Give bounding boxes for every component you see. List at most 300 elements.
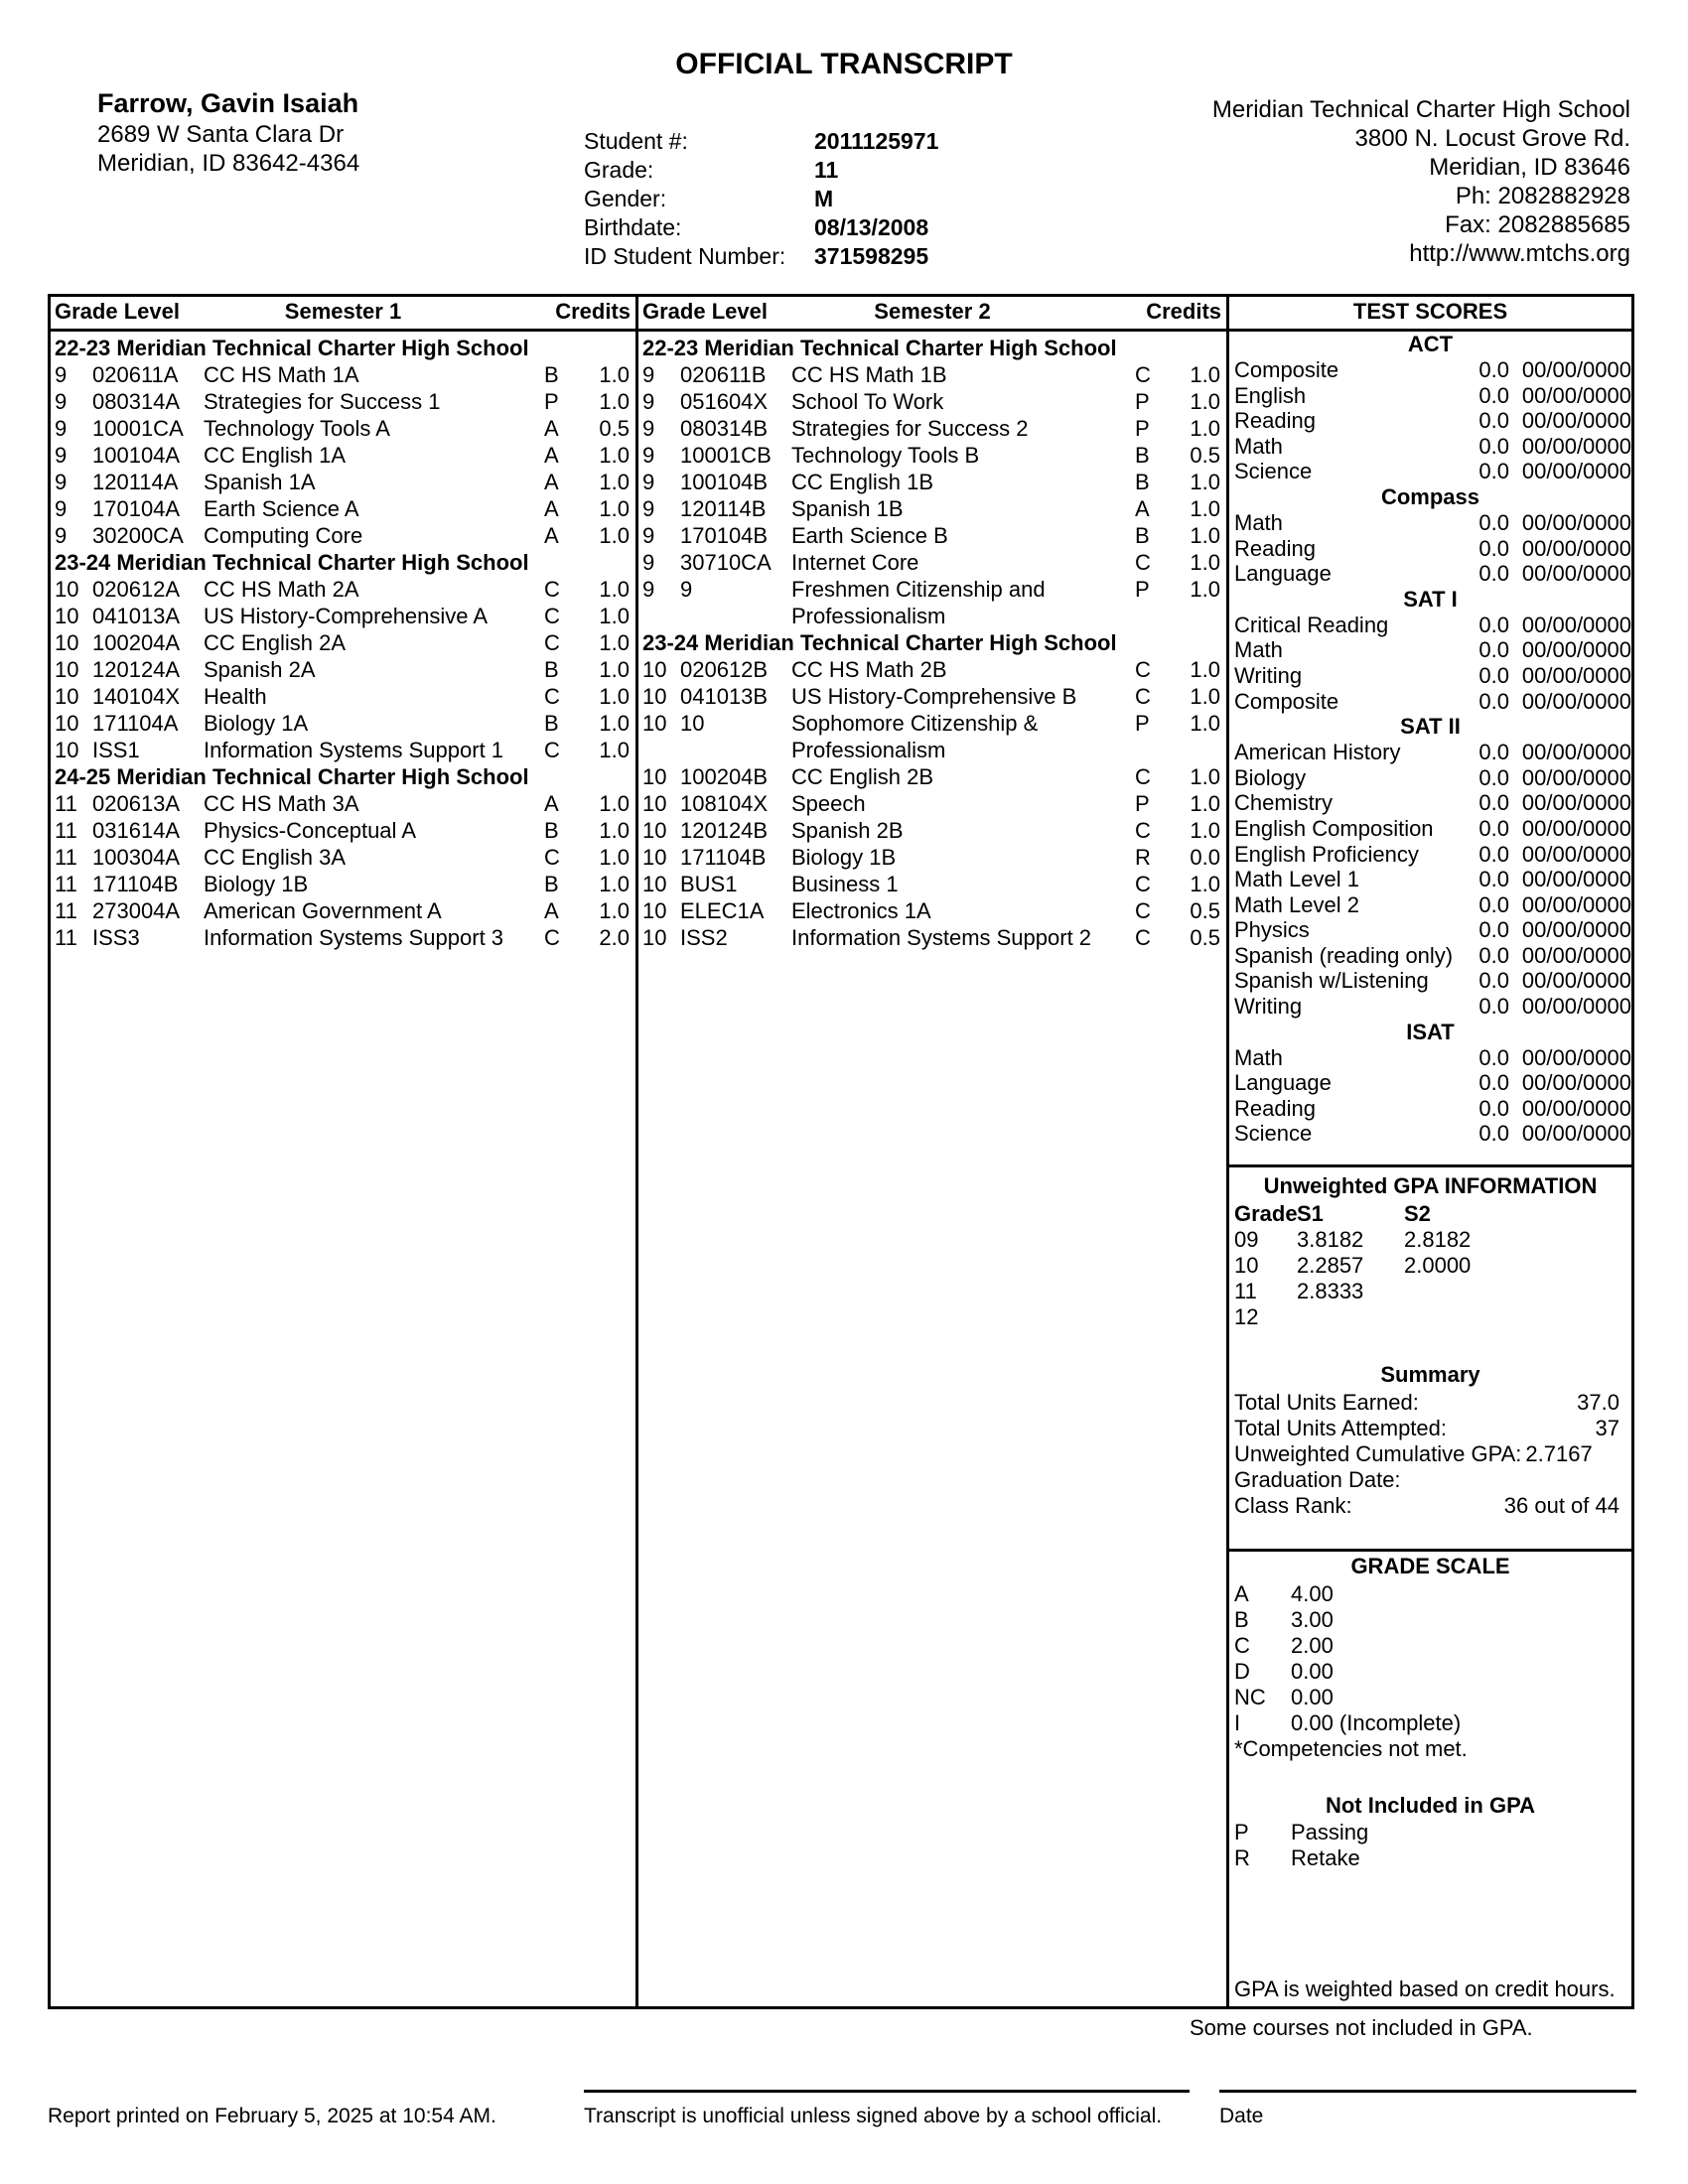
course-row [51, 495, 635, 522]
test-score-date: 00/00/0000 [1521, 764, 1631, 790]
side-panel [1229, 297, 1631, 2006]
gpa-grade: 12 [1234, 1304, 1259, 1330]
course-credits: 1.0 [1190, 550, 1220, 575]
course-row [638, 817, 1226, 844]
grade-scale-row [1229, 1659, 1631, 1685]
course-grade-level: 10 [55, 738, 79, 762]
course-credits: 1.0 [599, 845, 630, 870]
test-score-name: Math [1234, 637, 1283, 663]
test-score-row [1229, 561, 1631, 587]
test-score-date: 00/00/0000 [1521, 1070, 1631, 1096]
field-label: ID Student Number: [584, 243, 786, 269]
course-code: 080314B [680, 416, 769, 441]
student-info-block [97, 87, 554, 178]
course-code: 30710CA [680, 550, 772, 575]
course-row [51, 924, 635, 951]
course-grade: B [544, 657, 559, 682]
course-grade-level: 10 [55, 577, 79, 602]
course-grade: C [1135, 925, 1151, 950]
test-score-date: 00/00/0000 [1521, 917, 1631, 943]
summary-label: Graduation Date: [1234, 1467, 1401, 1493]
course-grade-level: 9 [55, 523, 68, 548]
course-grade-level: 10 [55, 657, 79, 682]
test-score-date: 00/00/0000 [1521, 891, 1631, 917]
test-score-name: Spanish (reading only) [1234, 942, 1454, 968]
summary-units-earned [1229, 1390, 1631, 1416]
course-credits: 1.0 [599, 630, 630, 655]
summary-value [1619, 1467, 1631, 1493]
test-score-row [1229, 994, 1631, 1020]
course-title: Physics-Conceptual A [204, 818, 416, 843]
course-title: Strategies for Success 1 [204, 389, 441, 414]
test-score-name: English Composition [1234, 815, 1434, 841]
test-score-name: Language [1234, 561, 1332, 587]
test-score-date: 00/00/0000 [1521, 535, 1631, 561]
test-score-date: 00/00/0000 [1521, 1095, 1631, 1121]
course-credits: 1.0 [599, 604, 630, 628]
course-row [638, 442, 1226, 469]
course-code: 171104A [92, 711, 179, 736]
summary-label: Unweighted Cumulative GPA: [1234, 1441, 1522, 1467]
test-score-value: 0.0 [1478, 509, 1509, 535]
gpa-grade: 10 [1234, 1253, 1259, 1279]
course-credits: 0.0 [1190, 845, 1220, 870]
course-grade: P [1135, 711, 1150, 736]
test-score-name: Chemistry [1234, 790, 1334, 816]
course-grade-level: 10 [55, 604, 79, 628]
gpa-s1: 2.2857 [1297, 1253, 1364, 1279]
course-title: Information Systems Support 3 [204, 925, 504, 950]
course-row [638, 549, 1226, 576]
course-credits: 1.0 [599, 738, 630, 762]
course-grade-level: 9 [642, 416, 655, 441]
footer-date-label: Date [1219, 2105, 1264, 2127]
student-detail-fields [584, 127, 1021, 271]
course-code [680, 737, 791, 763]
course-credits: 1.0 [1190, 711, 1220, 736]
course-credits: 1.0 [599, 791, 630, 816]
course-grade: C [544, 845, 560, 870]
course-title-continued: Professionalism [791, 738, 946, 762]
semester2-column-header [638, 297, 1226, 332]
course-row [51, 683, 635, 710]
gpa-header-s1: S1 [1297, 1201, 1324, 1227]
test-score-row [1229, 1121, 1631, 1147]
course-grade: A [544, 523, 559, 548]
school-fax: Fax: 2082885685 [1445, 211, 1630, 238]
course-credits: 1.0 [1190, 496, 1220, 521]
course-grade: B [1135, 443, 1150, 468]
test-score-row [1229, 867, 1631, 892]
course-title: Internet Core [791, 550, 919, 575]
course-grade: C [544, 630, 560, 655]
test-score-row [1229, 510, 1631, 536]
gpa-header-s2: S2 [1404, 1201, 1431, 1227]
grade-scale-section [1229, 1552, 1631, 1871]
course-grade: B [1135, 470, 1150, 494]
course-code: 120114A [92, 470, 179, 494]
course-code: 100304A [92, 845, 181, 870]
school-phone: Ph: 2082882928 [1455, 183, 1630, 209]
course-code: 120114B [680, 496, 767, 521]
course-row-continuation [638, 737, 1226, 763]
test-section-title: Compass [1380, 483, 1480, 509]
course-credits: 1.0 [599, 872, 630, 896]
grade-scale-letter: NC [1234, 1685, 1266, 1710]
footer-unofficial-text: Transcript is unofficial unless signed above by a school official. [584, 2105, 1163, 2127]
course-code: ISS1 [92, 738, 140, 762]
gpa-s2: 2.0000 [1404, 1253, 1472, 1279]
test-section-title: ACT [1407, 332, 1454, 356]
year-school-header: 22-23 Meridian Technical Charter High School [55, 336, 529, 360]
test-score-value: 0.0 [1478, 891, 1509, 917]
course-title: CC English 3A [204, 845, 347, 870]
test-scores-body [1229, 332, 1631, 1147]
test-score-value: 0.0 [1478, 867, 1509, 892]
grade-scale-note: *Competencies not met. [1234, 1736, 1468, 1762]
test-score-name: Spanish w/Listening [1234, 968, 1429, 994]
course-grade: A [544, 496, 559, 521]
course-credits: 1.0 [599, 657, 630, 682]
course-grade-level: 10 [642, 898, 667, 923]
summary-value: 2.7167 [1525, 1441, 1593, 1467]
test-score-row [1229, 1070, 1631, 1096]
course-title: Biology 1A [204, 711, 309, 736]
course-code: 171104B [92, 872, 179, 896]
grade-scale-letter: D [1234, 1659, 1250, 1685]
field-value: 2011125971 [814, 128, 939, 154]
test-score-value: 0.0 [1478, 1044, 1509, 1070]
course-grade-level: 11 [55, 791, 77, 816]
school-info-block [1015, 95, 1630, 268]
summary-value: 36 out of 44 [1503, 1493, 1619, 1519]
course-grade-level: 10 [642, 791, 667, 816]
test-score-row [1229, 613, 1631, 638]
summary-value: 37 [1595, 1416, 1619, 1441]
field-value: 371598295 [814, 243, 929, 269]
test-score-value: 0.0 [1478, 968, 1509, 994]
course-grade-level: 9 [55, 443, 68, 468]
course-credits: 1.0 [1190, 362, 1220, 387]
not-included-letter: R [1234, 1845, 1250, 1871]
header-grade-level: Grade Level [642, 299, 768, 324]
test-score-date: 00/00/0000 [1521, 968, 1631, 994]
course-credits: 1.0 [599, 523, 630, 548]
course-title: Health [204, 684, 267, 709]
course-code: 10001CA [92, 416, 184, 441]
test-score-date: 00/00/0000 [1521, 637, 1631, 663]
test-score-date: 00/00/0000 [1521, 662, 1631, 688]
course-grade: P [544, 389, 559, 414]
field-label: Student #: [584, 128, 688, 154]
course-grade-level: 10 [642, 818, 667, 843]
course-credits: 1.0 [1190, 523, 1220, 548]
course-row [51, 415, 635, 442]
semester1-course-list [51, 332, 635, 951]
course-grade-level: 9 [55, 362, 68, 387]
gpa-row [1229, 1279, 1631, 1304]
test-score-name: Writing [1234, 994, 1303, 1020]
test-score-name: Critical Reading [1234, 612, 1389, 637]
course-grade: P [1135, 389, 1150, 414]
course-row [638, 897, 1226, 924]
not-included-title: Not Included in GPA [1325, 1793, 1536, 1819]
header-semester1: Semester 1 [284, 299, 402, 324]
not-included-row [1229, 1820, 1631, 1845]
test-score-value: 0.0 [1478, 1095, 1509, 1121]
course-code: 051604X [680, 389, 769, 414]
course-row [638, 763, 1226, 790]
not-included-meaning: Retake [1291, 1845, 1360, 1871]
test-section-title: SAT II [1400, 714, 1461, 740]
course-credits: 2.0 [599, 925, 630, 950]
course-row [638, 495, 1226, 522]
gpa-grade: 11 [1234, 1279, 1257, 1304]
course-grade-level: 9 [642, 362, 655, 387]
course-credits: 1.0 [599, 470, 630, 494]
course-row [638, 522, 1226, 549]
course-row [638, 576, 1226, 603]
field-label: Gender: [584, 186, 667, 211]
test-score-date: 00/00/0000 [1521, 994, 1631, 1020]
course-credits: 1.0 [599, 496, 630, 521]
course-grade: A [544, 791, 559, 816]
course-code: 170104B [680, 523, 769, 548]
test-score-row [1229, 1096, 1631, 1122]
field-label: Birthdate: [584, 214, 682, 240]
test-score-name: Math [1234, 509, 1283, 535]
course-title: Biology 1B [791, 845, 897, 870]
page-title: OFFICIAL TRANSCRIPT [675, 48, 1013, 80]
semester1-column [51, 297, 638, 2006]
course-credits: 1.0 [599, 389, 630, 414]
test-score-row [1229, 408, 1631, 434]
course-grade-level: 9 [642, 443, 655, 468]
test-score-value: 0.0 [1478, 357, 1509, 382]
course-grade: C [544, 684, 560, 709]
course-row [51, 844, 635, 871]
test-score-name: Composite [1234, 688, 1339, 714]
course-code: 120124A [92, 657, 181, 682]
year-school-header: 22-23 Meridian Technical Charter High School [642, 336, 1117, 360]
gpa-grade: 09 [1234, 1227, 1259, 1253]
course-grade-level: 10 [55, 711, 79, 736]
course-row [638, 656, 1226, 683]
summary-value: 37.0 [1577, 1390, 1619, 1416]
course-code [680, 603, 791, 629]
course-code: 020613A [92, 791, 181, 816]
summary-title: Summary [1380, 1362, 1480, 1388]
course-grade-level: 9 [642, 496, 655, 521]
course-code: ELEC1A [680, 898, 765, 923]
grade-scale-points: 2.00 [1291, 1633, 1334, 1659]
gpa-s1: 2.8333 [1297, 1279, 1364, 1304]
gpa-s2: 2.8182 [1404, 1227, 1472, 1253]
test-score-value: 0.0 [1478, 942, 1509, 968]
header-credits: Credits [1146, 299, 1221, 324]
summary-cumulative-gpa [1229, 1441, 1631, 1467]
grade-scale-letter: B [1234, 1607, 1249, 1633]
test-score-name: Reading [1234, 1095, 1316, 1121]
test-score-value: 0.0 [1478, 408, 1509, 434]
semester2-column [638, 297, 1229, 2006]
grade-scale-row [1229, 1710, 1631, 1736]
course-grade-level: 9 [55, 496, 68, 521]
course-credits: 1.0 [599, 684, 630, 709]
test-score-row [1229, 459, 1631, 484]
course-code: 100104A [92, 443, 181, 468]
test-score-name: Science [1234, 459, 1313, 484]
course-row [638, 388, 1226, 415]
summary-label: Total Units Attempted: [1234, 1416, 1447, 1441]
gpa-information-section [1229, 1167, 1631, 1519]
course-grade: C [544, 925, 560, 950]
test-score-date: 00/00/0000 [1521, 408, 1631, 434]
field-id-student-number [584, 242, 1021, 271]
course-grade: C [1135, 818, 1151, 843]
course-grade-level: 10 [642, 711, 667, 736]
test-score-row [1229, 434, 1631, 460]
course-credits: 0.5 [1190, 898, 1220, 923]
student-name: Farrow, Gavin Isaiah [97, 88, 359, 118]
gpa-s1 [1297, 1304, 1404, 1330]
course-credits: 1.0 [599, 443, 630, 468]
course-grade: C [1135, 898, 1151, 923]
course-credits: 1.0 [1190, 389, 1220, 414]
course-row [51, 871, 635, 897]
course-grade: B [1135, 523, 1150, 548]
not-included-meaning: Passing [1291, 1820, 1369, 1845]
course-code: 020612B [680, 657, 769, 682]
test-score-date: 00/00/0000 [1521, 357, 1631, 382]
course-code: 080314A [92, 389, 181, 414]
course-credits: 1.0 [599, 577, 630, 602]
course-code: 031614A [92, 818, 181, 843]
course-grade-level: 10 [642, 845, 667, 870]
student-address-line2: Meridian, ID 83642-4364 [97, 150, 360, 177]
gpa-row [1229, 1227, 1631, 1253]
gpa-s2 [1404, 1279, 1511, 1304]
grade-scale-row [1229, 1607, 1631, 1633]
course-title: CC HS Math 2B [791, 657, 947, 682]
course-grade: C [544, 738, 560, 762]
course-grade: B [544, 362, 559, 387]
course-grade-level: 10 [642, 872, 667, 896]
test-score-name: Math Level 2 [1234, 891, 1359, 917]
test-score-name: Writing [1234, 662, 1303, 688]
grade-scale-row [1229, 1581, 1631, 1607]
gpa-title: Unweighted GPA INFORMATION [1263, 1173, 1598, 1199]
test-score-value: 0.0 [1478, 459, 1509, 484]
course-credits: 0.5 [599, 416, 630, 441]
test-score-row [1229, 790, 1631, 816]
test-score-row [1229, 383, 1631, 409]
course-title: Spanish 2A [204, 657, 316, 682]
course-code: 020611A [92, 362, 179, 387]
test-score-name: English [1234, 382, 1307, 408]
course-row-continuation [638, 603, 1226, 629]
course-title: Earth Science A [204, 496, 359, 521]
test-score-value: 0.0 [1478, 740, 1509, 765]
course-credits: 1.0 [599, 362, 630, 387]
course-grade-level: 9 [642, 550, 655, 575]
test-score-value: 0.0 [1478, 561, 1509, 587]
course-credits: 1.0 [1190, 577, 1220, 602]
course-row [51, 442, 635, 469]
course-grade-level: 10 [642, 684, 667, 709]
course-title: Sophomore Citizenship & [791, 711, 1039, 736]
course-code: 171104B [680, 845, 767, 870]
summary-label: Class Rank: [1234, 1493, 1352, 1519]
course-title: School To Work [791, 389, 944, 414]
gpa-s2 [1404, 1304, 1511, 1330]
field-label: Grade: [584, 157, 654, 183]
course-grade-level: 11 [55, 925, 77, 950]
student-address-line1: 2689 W Santa Clara Dr [97, 121, 345, 148]
test-score-name: Math [1234, 1044, 1283, 1070]
course-grade: C [1135, 550, 1151, 575]
course-row [51, 656, 635, 683]
header-grade-level: Grade Level [55, 299, 180, 324]
school-name: Meridian Technical Charter High School [1211, 96, 1630, 123]
course-grade: P [1135, 791, 1150, 816]
test-score-value: 0.0 [1478, 790, 1509, 816]
test-score-row [1229, 663, 1631, 689]
test-score-date: 00/00/0000 [1521, 688, 1631, 714]
course-grade-level: 9 [642, 523, 655, 548]
course-title: US History-Comprehensive B [791, 684, 1077, 709]
school-address: 3800 N. Locust Grove Rd. [1354, 125, 1630, 152]
course-code: ISS2 [680, 925, 728, 950]
course-row [638, 415, 1226, 442]
course-row [638, 924, 1226, 951]
test-section-title: ISAT [1406, 1019, 1455, 1044]
course-row [638, 710, 1226, 737]
test-score-date: 00/00/0000 [1521, 740, 1631, 765]
course-grade: B [544, 818, 559, 843]
course-title: CC English 2B [791, 764, 934, 789]
test-score-value: 0.0 [1478, 433, 1509, 459]
test-score-date: 00/00/0000 [1521, 612, 1631, 637]
test-scores-header [1229, 297, 1631, 332]
course-credits: 1.0 [1190, 818, 1220, 843]
grade-scale-title: GRADE SCALE [1350, 1554, 1510, 1579]
gpa-header-grade: Grade [1234, 1201, 1298, 1227]
gpa-weighted-note: GPA is weighted based on credit hours. [1234, 1977, 1616, 2001]
course-grade: A [1135, 496, 1150, 521]
course-code: 170104A [92, 496, 181, 521]
course-title: CC HS Math 3A [204, 791, 359, 816]
test-score-value: 0.0 [1478, 841, 1509, 867]
course-grade: A [544, 898, 559, 923]
test-score-row [1229, 842, 1631, 868]
course-grade: P [1135, 577, 1150, 602]
course-code: 100104B [680, 470, 769, 494]
course-grade-level: 10 [55, 684, 79, 709]
test-score-name: Composite [1234, 357, 1339, 382]
course-title: Information Systems Support 1 [204, 738, 504, 762]
course-row [638, 361, 1226, 388]
course-title: American Government A [204, 898, 442, 923]
course-credits: 1.0 [1190, 791, 1220, 816]
course-row [51, 522, 635, 549]
course-code: 020611B [680, 362, 767, 387]
course-row [51, 629, 635, 656]
grade-scale-points: 3.00 [1291, 1607, 1334, 1633]
grade-scale-row [1229, 1633, 1631, 1659]
course-title: Information Systems Support 2 [791, 925, 1092, 950]
course-credits: 1.0 [1190, 416, 1220, 441]
